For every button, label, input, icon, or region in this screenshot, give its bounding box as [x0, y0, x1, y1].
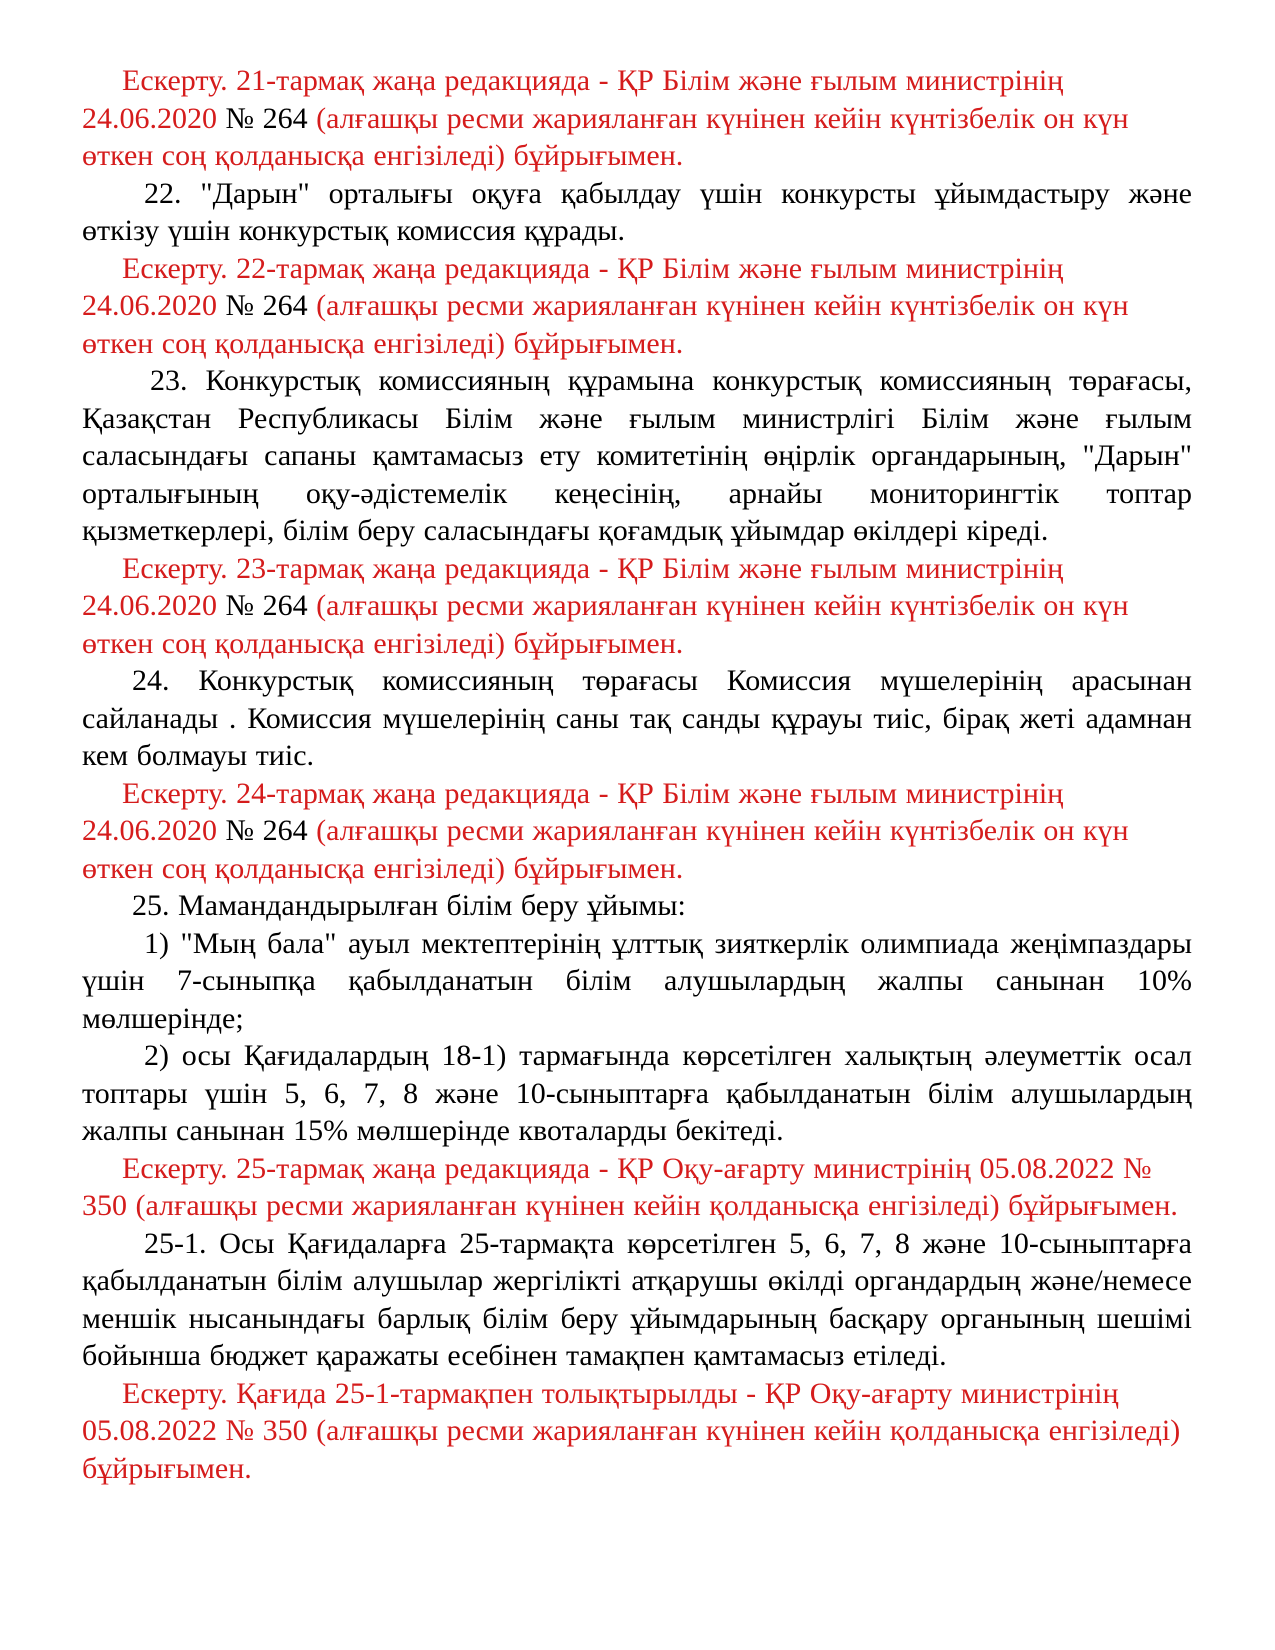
note-tail-text: (алғашқы ресми жарияланған күнінен кейін күнтізбелік он күн өткен соң қолданысқа енгізіледі) бұйрығымен.: [82, 101, 1129, 172]
amendment-note-25-1: Ескерту. Қағида 25-1-тармақпен толықтырылды - ҚР Оқу-ағарту министрінің 05.08.2022 № 350 (алғашқы ресми жарияланған күнінен кейін қолданысқа енгізіледі) бұйрығымен.: [82, 1376, 1181, 1485]
note-tail-text: (алғашқы ресми жарияланған күнінен кейін күнтізбелік он күн өткен соң қолданысқа енгізіледі) бұйрығымен.: [82, 814, 1129, 885]
amendment-note-24: [82, 775, 1192, 888]
amendment-note-21: [82, 62, 1192, 175]
note-order-number: № 264: [225, 289, 317, 322]
paragraph-25-item-1: 1) "Мың бала" ауыл мектептерінің ұлттық зияткерлік олимпиада жеңімпаздары үшін 7-сыныпқа қабылданатын білім алушылардың жалпы санынан 10% мөлшерінде;: [82, 926, 1192, 1035]
note-lead-text: Ескерту. 23-тармақ жаңа редакцияда - ҚР Білім және ғылым министрінің 24.06.2020: [82, 551, 1064, 622]
paragraph-23: 23. Конкурстық комиссияның құрамына конкурстық комиссияның төрағасы, Қазақстан Республикасы Білім және ғылым министрлігі Білім және ғылым саласындағы сапаны қамтамасыз ету комитетінің өңірлік органдарының, "Дарын" орталығының оқу-әдістемелік кеңесінің, арнайы мониторингтік топтар қызметкерлері, білім беру саласындағы қоғамдық ұйымдар өкілдері кіреді.: [82, 364, 1192, 547]
paragraph-24: 24. Конкурстық комиссияның төрағасы Комиссия мүшелерінің арасынан сайланады . Комиссия мүшелерінің саны тақ санды құрауы тиіс, бірақ жеті адамнан кем болмауы тиіс.: [82, 664, 1192, 772]
paragraph-25-intro: 25. Мамандандырылған білім беру ұйымы:: [132, 889, 686, 922]
note-tail-text: (алғашқы ресми жарияланған күнінен кейін күнтізбелік он күн өткен соң қолданысқа енгізіледі) бұйрығымен.: [82, 289, 1129, 360]
note-order-number: № 264: [225, 814, 317, 847]
paragraph-22: 22. "Дарын" орталығы оқуға қабылдау үшін конкурсты ұйымдастыру және өткізу үшін конкурстық комиссия құрады.: [82, 176, 1192, 247]
note-tail-text: (алғашқы ресми жарияланған күнінен кейін күнтізбелік он күн өткен соң қолданысқа енгізіледі) бұйрығымен.: [82, 589, 1129, 660]
note-lead-text: Ескерту. 24-тармақ жаңа редакцияда - ҚР Білім және ғылым министрінің 24.06.2020: [82, 776, 1064, 847]
amendment-note-23: [82, 550, 1192, 663]
note-lead-text: Ескерту. 21-тармақ жаңа редакцияда - ҚР Білім және ғылым министрінің 24.06.2020: [82, 64, 1064, 135]
amendment-note-25: Ескерту. 25-тармақ жаңа редакцияда - ҚР Оқу-ағарту министрінің 05.08.2022 № 350 (алғашқы ресми жарияланған күнінен кейін қолданысқа енгізіледі) бұйрығымен.: [82, 1151, 1178, 1222]
document-content: [82, 62, 1192, 1487]
note-lead-text: Ескерту. 22-тармақ жаңа редакцияда - ҚР Білім және ғылым министрінің 24.06.2020: [82, 251, 1064, 322]
note-order-number: № 264: [225, 589, 317, 622]
paragraph-25-1: 25-1. Осы Қағидаларға 25-тармақта көрсетілген 5, 6, 7, 8 және 10-сыныптарға қабылданатын білім алушылар жергілікті атқарушы өкілді органдардың және/немесе меншік нысанындағы барлық білім беру ұйымдарының басқару органының шешімі бойынша бюджет қаражаты есебінен тамақпен қамтамасыз етіледі.: [82, 1226, 1192, 1372]
amendment-note-22: [82, 250, 1192, 363]
note-order-number: № 264: [225, 101, 317, 135]
paragraph-25-item-2: 2) осы Қағидалардың 18-1) тармағында көрсетілген халықтың әлеуметтік осал топтары үшін 5, 6, 7, 8 және 10-сыныптарға қабылданатын білім алушылардың жалпы санынан 15% мөлшерінде квоталарды бекітеді.: [82, 1039, 1192, 1147]
